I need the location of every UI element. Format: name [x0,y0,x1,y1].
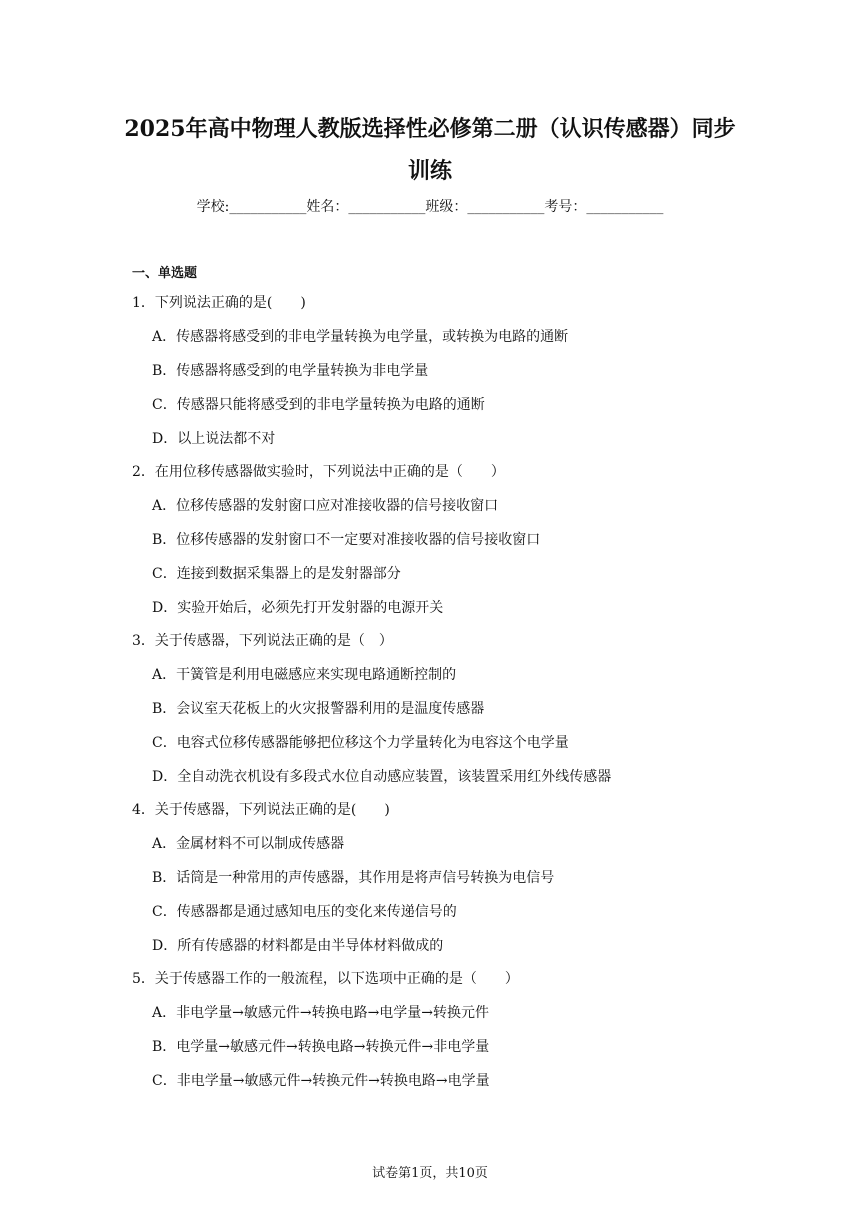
page-title-line-1: 2025年高中物理人教版选择性必修第二册（认识传感器）同步 [124,116,736,142]
question-2-stem: 2．在用位移传感器做实验时，下列说法中正确的是（ ） [132,464,505,480]
question-5-option-c: C．非电学量→敏感元件→转换元件→转换电路→电学量 [152,1073,490,1089]
student-info-line: 学校:___________姓名：___________班级：___________考号：___________ [196,199,664,215]
question-2-option-b: B．位移传感器的发射窗口不一定要对准接收器的信号接收窗口 [152,532,541,548]
question-2-option-d: D．实验开始后，必须先打开发射器的电源开关 [152,600,444,616]
question-5-option-a: A．非电学量→敏感元件→转换电路→电学量→转换元件 [152,1005,490,1021]
question-4-option-c: C．传感器都是通过感知电压的变化来传递信号的 [152,904,457,920]
question-4-stem: 4．关于传感器，下列说法正确的是( ) [132,802,390,818]
section-heading: 一、单选题 [132,266,198,281]
question-5-stem: 5．关于传感器工作的一般流程，以下选项中正确的是（ ） [132,971,519,987]
question-1-option-b: B．传感器将感受到的电学量转换为非电学量 [152,363,429,379]
question-3-option-b: B．会议室天花板上的火灾报警器利用的是温度传感器 [152,701,485,717]
question-1-option-d: D．以上说法都不对 [152,431,276,447]
question-3-stem: 3．关于传感器，下列说法正确的是（ ） [132,633,393,649]
question-4-option-b: B．话筒是一种常用的声传感器，其作用是将声信号转换为电信号 [152,870,555,886]
question-3-option-a: A．干簧管是利用电磁感应来实现电路通断控制的 [152,667,457,683]
question-3-option-d: D．全自动洗衣机设有多段式水位自动感应装置，该装置采用红外线传感器 [152,769,612,785]
question-2-option-c: C．连接到数据采集器上的是发射器部分 [152,566,401,582]
question-2-option-a: A．位移传感器的发射窗口应对准接收器的信号接收窗口 [152,498,499,514]
question-1-stem: 1．下列说法正确的是( ) [132,295,306,311]
question-4-option-a: A．金属材料不可以制成传感器 [152,836,345,852]
question-1-option-c: C．传感器只能将感受到的非电学量转换为电路的通断 [152,397,485,413]
page-title-line-2: 训练 [407,158,452,184]
question-5-option-b: B．电学量→敏感元件→转换电路→转换元件→非电学量 [152,1039,490,1055]
question-3-option-c: C．电容式位移传感器能够把位移这个力学量转化为电容这个电学量 [152,735,569,751]
page-footer: 试卷第1页，共10页 [372,1166,488,1181]
question-4-option-d: D．所有传感器的材料都是由半导体材料做成的 [152,938,444,954]
question-1-option-a: A．传感器将感受到的非电学量转换为电学量，或转换为电路的通断 [152,329,569,345]
